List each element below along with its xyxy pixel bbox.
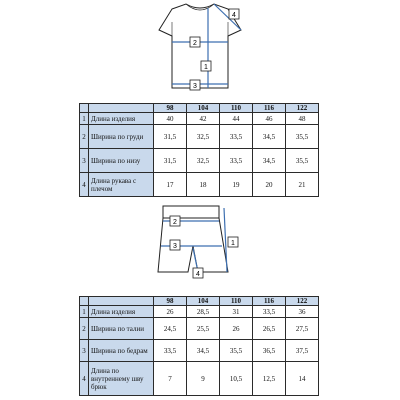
row-label: Длина изделия [89,306,154,318]
cell: 46 [253,113,286,125]
shorts-sketch [0,196,400,288]
row-label: Длина рукава с плечом [89,173,154,197]
corner-cell [80,297,89,306]
cell: 33,5 [220,125,253,149]
cell: 26,5 [253,318,286,340]
cell: 25,5 [187,318,220,340]
cell: 10,5 [220,362,253,396]
cell: 33,5 [253,306,286,318]
cell: 19 [220,173,253,197]
row-label: Длина изделия [89,113,154,125]
cell: 26 [154,306,187,318]
shorts-outline [158,218,228,272]
shorts-marker-4: 4 [196,271,200,278]
row-number: 1 [80,113,89,125]
corner-cell [89,104,154,113]
cell: 35,5 [286,125,319,149]
size-header: 110 [220,297,253,306]
cell: 7 [154,362,187,396]
cell: 37,5 [286,340,319,362]
cell: 36,5 [253,340,286,362]
row-label: Ширина по бедрам [89,340,154,362]
size-header: 110 [220,104,253,113]
cell: 17 [154,173,187,197]
row-label: Ширина по груди [89,125,154,149]
cell: 35,5 [220,340,253,362]
table-row [80,173,319,197]
cell: 27,5 [286,318,319,340]
table-row [80,113,319,125]
row-number: 3 [80,149,89,173]
corner-cell [89,297,154,306]
row-label: Ширина по талии [89,318,154,340]
cell: 32,5 [187,149,220,173]
row-number: 2 [80,318,89,340]
table-row [80,125,319,149]
table-row [80,340,319,362]
table-row [80,149,319,173]
size-header: 122 [286,297,319,306]
cell: 32,5 [187,125,220,149]
cell: 21 [286,173,319,197]
size-header: 116 [253,297,286,306]
cell: 12,5 [253,362,286,396]
cell: 34,5 [253,125,286,149]
cell: 44 [220,113,253,125]
tshirt-sketch [0,0,400,100]
shorts-size-table [79,296,319,396]
tshirt-marker-2: 2 [193,40,197,47]
tshirt-marker-1: 1 [204,64,208,71]
size-header: 116 [253,104,286,113]
cell: 35,5 [286,149,319,173]
tshirt-size-table [79,103,319,197]
cell: 20 [253,173,286,197]
row-label: Ширина по низу [89,149,154,173]
tshirt-marker-3: 3 [193,83,197,90]
row-number: 2 [80,125,89,149]
cell: 34,5 [253,149,286,173]
row-number: 4 [80,362,89,396]
cell: 31,5 [154,125,187,149]
size-header: 98 [154,104,187,113]
cell: 34,5 [187,340,220,362]
cell: 28,5 [187,306,220,318]
shorts-marker-3: 3 [173,243,177,250]
cell: 40 [154,113,187,125]
size-header: 98 [154,297,187,306]
cell: 24,5 [154,318,187,340]
shorts-marker-1: 1 [231,240,235,247]
cell: 18 [187,173,220,197]
table-row [80,306,319,318]
table-row [80,318,319,340]
row-number: 1 [80,306,89,318]
cell: 48 [286,113,319,125]
cell: 26 [220,318,253,340]
size-header: 122 [286,104,319,113]
shorts-marker-2: 2 [173,219,177,226]
size-header: 104 [187,104,220,113]
cell: 33,5 [154,340,187,362]
table-row [80,362,319,396]
size-header: 104 [187,297,220,306]
cell: 42 [187,113,220,125]
cell: 9 [187,362,220,396]
cell: 14 [286,362,319,396]
tshirt-marker-4: 4 [232,12,236,19]
cell: 31,5 [154,149,187,173]
cell: 33,5 [220,149,253,173]
row-number: 3 [80,340,89,362]
row-label: Длина по внутреннему шву брюк [89,362,154,396]
cell: 31 [220,306,253,318]
corner-cell [80,104,89,113]
row-number: 4 [80,173,89,197]
cell: 36 [286,306,319,318]
